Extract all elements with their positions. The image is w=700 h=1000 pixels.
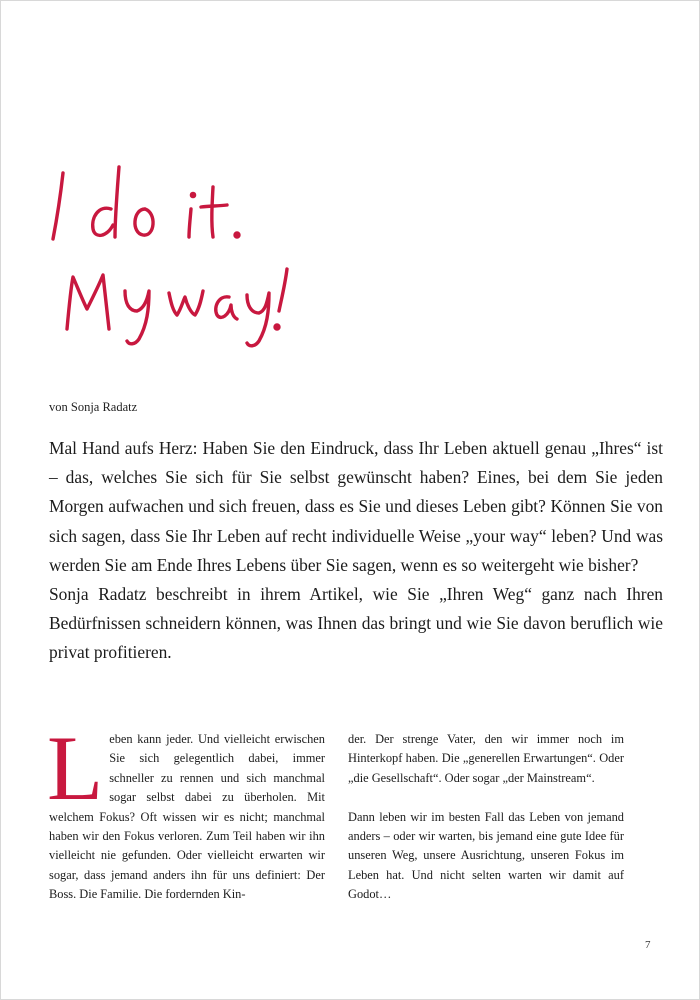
body-text-left: eben kann jeder. Und vielleicht erwischen Sie sich gelegentlich dabei, immer schneller zu rennen und sich manchmal sogar selbst dabei zu überholen. Mit welchem Fokus? Oft wissen wir es nicht; manchmal haben wir den Fokus verloren. Zum Teil haben wir ihn vielleicht nie gefunden. Oder vielleicht erwarten wir sogar, dass jemand anders ihn für uns definiert: Der Boss. Die Familie. Die fordernden Kin- (49, 732, 325, 902)
body-text-right-2: Dann leben wir im besten Fall das Leben von jemand anders – oder wir warten, bis jemand eine gute Idee für unseren Weg, unsere Ausrichtung, unseren Fokus im Leben hat. Und nicht selten warten wir damit auf Godot… (348, 809, 624, 902)
handwritten-title (41, 151, 321, 361)
paragraph-gap (348, 788, 624, 807)
title-strokes (53, 167, 287, 346)
body-column-right (348, 730, 624, 905)
page-number: 7 (645, 939, 651, 951)
lead-paragraph (49, 434, 663, 668)
body-column-left (47, 717, 325, 905)
lead-paragraph-1: Mal Hand aufs Herz: Haben Sie den Eindruck, dass Ihr Leben aktuell genau „Ihres“ ist – das, welches Sie sich für Sie selbst gewünscht haben? Eines, bei dem Sie jeden Morgen aufwachen und sich freuen, dass es Sie und dieses Leben gibt? Können Sie von sich sagen, dass Sie Ihr Leben auf recht individuelle Weise „your way“ leben? Und was werden Sie am Ende Ihres Lebens über Sie sagen, wenn es so weitergeht wie bisher? (49, 438, 663, 575)
byline: von Sonja Radatz (49, 400, 138, 414)
drop-cap: L (47, 717, 104, 819)
body-text-right-1: der. Der strenge Vater, den wir immer noch im Hinterkopf haben. Die „generellen Erwartungen“. Oder „die Gesellschaft“. Oder sogar „der Mainstream“. (348, 732, 624, 785)
lead-paragraph-2: Sonja Radatz beschreibt in ihrem Artikel, wie Sie „Ihren Weg“ ganz nach Ihren Bedürfnissen schneidern können, was Ihnen das bringt und wie Sie davon beruflich wie privat profitieren. (49, 584, 663, 663)
